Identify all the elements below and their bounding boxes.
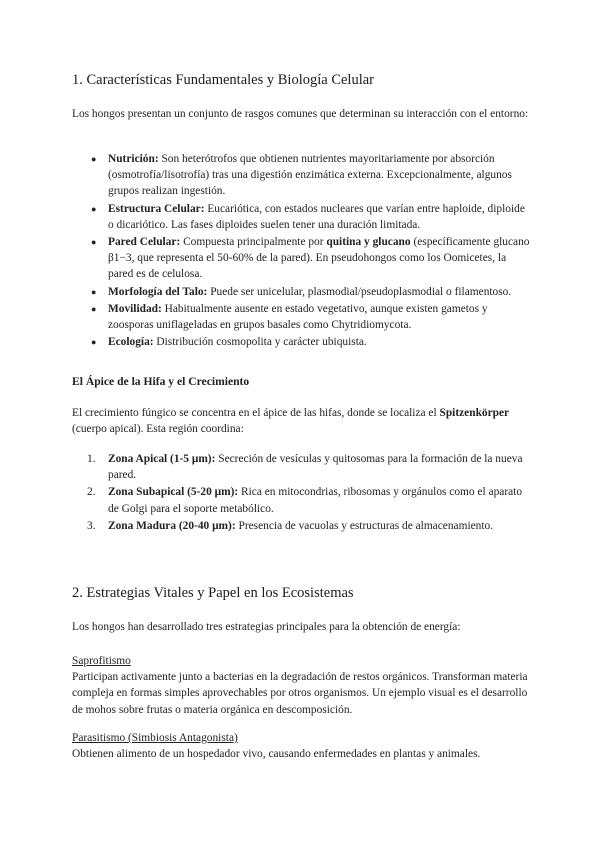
strategy-parasitismo (72, 730, 530, 762)
section-2-intro: Los hongos han desarrollado tres estrategias principales para la obtención de energía: (72, 621, 461, 633)
item-label: Movilidad: (108, 302, 162, 315)
growth-paragraph (72, 405, 530, 437)
section-1-heading: 1. Características Fundamentales y Biología Celular (72, 72, 375, 88)
zone-text: Rica en mitocondrias, ribosomas y orgánulos como el aparato de Golgi para el soporte metabólico. (108, 486, 523, 515)
zones-list (72, 451, 530, 535)
strategy-text: Participan activamente junto a bacterias en la degradación de restos orgánicos. Transforman materia compleja en formas simples aprovechables por otros organismos. Un ejemplo visual es el desarrollo de mohos sobre frutas o materia orgánica en descomposición. (72, 671, 528, 716)
zone-label: Zona Subapical (5-20 μm): (108, 486, 239, 499)
item-text: Habitualmente ausente en estado vegetativo, aunque existen gametos y zoosporas uniflageladas en grupos basales como Chytridiomycota. (108, 302, 488, 332)
section-1-intro: Los hongos presentan un conjunto de rasgos comunes que determinan su interacción con el entorno: (72, 108, 529, 120)
list-number: 1. (87, 453, 96, 465)
item-text: Compuesta principalmente por (180, 236, 327, 249)
growth-text: El crecimiento fúngico se concentra en el ápice de las hifas, donde se localiza el (72, 407, 440, 419)
bullet-icon: ● (91, 203, 97, 214)
strategy-text: Obtienen alimento de un hospedador vivo, causando enfermedades en plantas y animales. (72, 748, 481, 761)
item-label: Pared Celular: (108, 236, 181, 249)
characteristics-list (72, 151, 530, 351)
strategy-saprofitismo (72, 653, 530, 718)
hypha-subheading: El Ápice de la Hifa y el Crecimiento (72, 375, 250, 388)
section-2-heading: 2. Estrategias Vitales y Papel en los Ecosistemas (72, 585, 354, 601)
zone-label: Zona Madura (20-40 μm): (108, 519, 236, 532)
list-item (72, 234, 530, 283)
item-label: Nutrición: (108, 153, 159, 165)
zone-text: Presencia de vacuolas y estructuras de almacenamiento. (235, 519, 494, 532)
list-item (72, 334, 530, 350)
list-item (72, 151, 530, 200)
list-number: 3. (87, 519, 96, 532)
growth-text: (cuerpo apical). Esta región coordina: (72, 423, 244, 436)
list-item (72, 451, 530, 483)
strategy-title: Parasitismo (Simbiosis Antagonista) (72, 732, 238, 744)
item-text: (específicamente glucano β1−3, que representa el 50-60% de la pared). En pseudohongos como los Oomicetes, la pared es de celulosa. (108, 236, 530, 281)
item-label: Estructura Celular: (108, 202, 205, 215)
list-number: 2. (87, 486, 96, 499)
item-bold-text: quitina y glucano (326, 236, 411, 249)
item-text: Son heterótrofos que obtienen nutrientes mayoritariamente por absorción (osmotrofía/lisotrofía) tras una digestión enzimática externa. Excepcionalmente, algunos grupos realizan ingestión. (108, 153, 512, 198)
strategy-title: Saprofitismo (72, 655, 131, 667)
bullet-icon: ● (91, 154, 97, 164)
item-text: Eucariótica, con estados nucleares que varían entre haploide, diploide o dicariótico. Las fases diploides suelen tener una duración limitada. (108, 202, 525, 231)
bullet-icon: ● (91, 286, 97, 297)
list-item (72, 518, 530, 534)
zone-text: Secreción de vesículas y quitosomas para la formación de la nueva pared. (108, 453, 523, 482)
list-item (72, 284, 530, 300)
list-item (72, 301, 530, 333)
item-text: Distribución cosmopolita y carácter ubiquista. (153, 336, 367, 349)
item-label: Ecología: (108, 336, 154, 349)
list-item (72, 484, 530, 516)
list-item (72, 201, 530, 233)
spitzenkorper-term: Spitzenkörper (439, 407, 510, 419)
item-text: Puede ser unicelular, plasmodial/pseudoplasmodial o filamentoso. (207, 285, 512, 298)
item-label: Morfología del Talo: (108, 285, 208, 298)
zone-label: Zona Apical (1-5 μm): (108, 453, 216, 465)
bullet-icon: ● (91, 337, 97, 348)
bullet-icon: ● (91, 237, 97, 248)
bullet-icon: ● (91, 303, 97, 314)
